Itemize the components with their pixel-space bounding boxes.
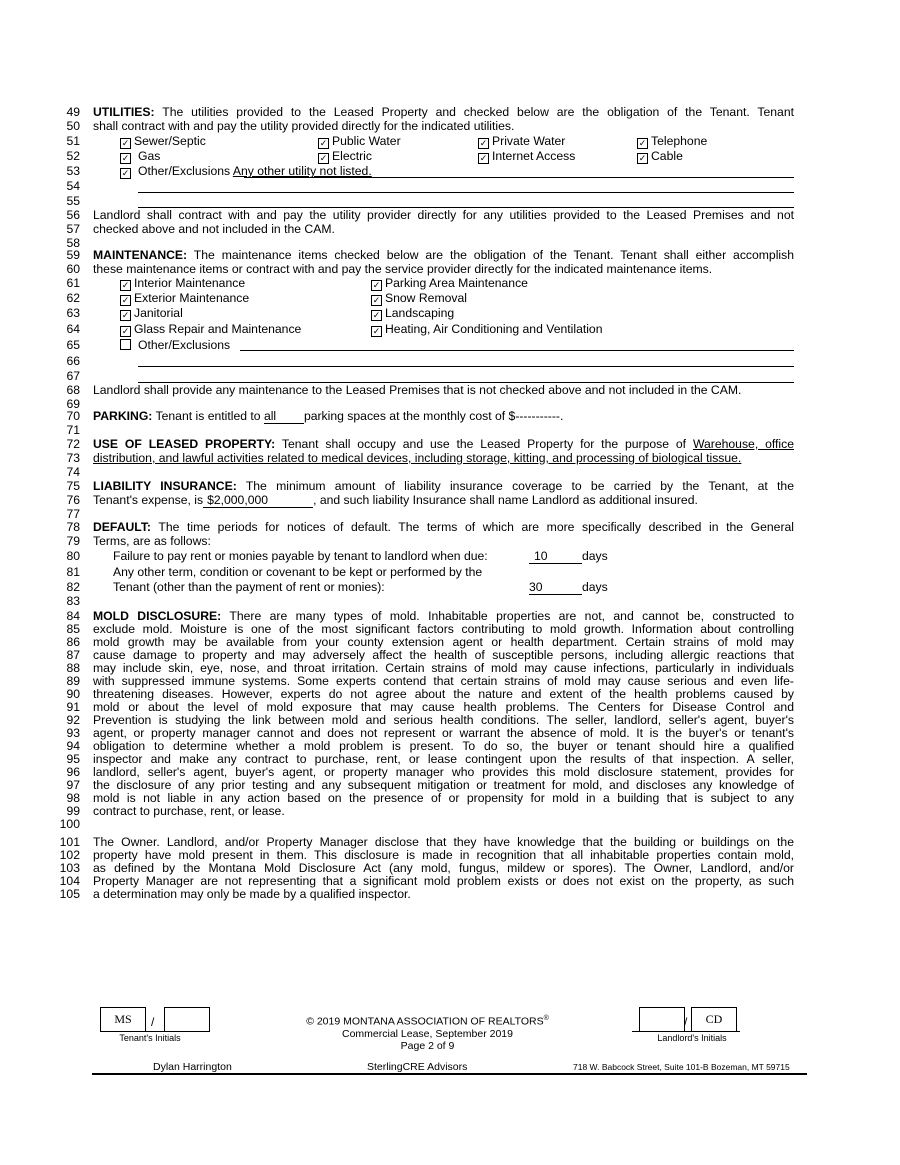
checkbox-telephone[interactable]: [637, 134, 707, 148]
line-number: 68: [66, 383, 80, 397]
checked-box-icon: ✓: [319, 138, 328, 148]
landlord-initials-box-2[interactable]: CD: [691, 1007, 737, 1032]
mold-line: mold is not liable in any action based on the presence of or propensity for mold in a building that is subject to any: [93, 791, 794, 805]
utilities-heading: UTILITIES:: [93, 105, 155, 119]
line-number: 91: [66, 700, 80, 714]
use-text: Tenant shall occupy and use the Leased Property for the purpose of: [281, 437, 687, 451]
checkbox-janitorial[interactable]: [120, 306, 183, 320]
checkbox-label: Parking Area Maintenance: [385, 276, 528, 290]
checkbox-label: Heating, Air Conditioning and Ventilation: [385, 322, 603, 336]
checkbox-label: Private Water: [492, 134, 566, 148]
checked-box-icon: ✓: [121, 310, 130, 320]
default-days-1: [529, 549, 608, 564]
copyright-text: © 2019 MONTANA ASSOCIATION OF REALTORS: [306, 1015, 544, 1028]
checked-box-icon: ✓: [121, 153, 130, 163]
mold-heading: MOLD DISCLOSURE:: [93, 609, 222, 623]
checked-box-icon: ✓: [372, 295, 381, 305]
checkbox-label: Sewer/Septic: [134, 134, 206, 148]
line-number: 58: [66, 236, 80, 250]
checked-box-icon: ✓: [372, 280, 381, 290]
line-number: 51: [66, 134, 80, 148]
landlord-initials-label: Landlord's Initials: [657, 1033, 727, 1043]
utilities-text: The utilities provided to the Leased Property and checked below are the obligation of the Tenant. Tenant: [162, 105, 794, 119]
initials-slash: /: [151, 1015, 155, 1029]
insurance-text: Tenant's expense, is: [93, 493, 204, 507]
line-number: 79: [66, 534, 80, 548]
line-number: 85: [66, 622, 80, 636]
checked-box-icon: ✓: [121, 168, 130, 178]
line-number: 59: [66, 248, 80, 262]
maintenance-other-line[interactable]: [240, 350, 794, 351]
mold-line: obligation to determine whether a mold problem is present. To do so, the buyer or tenant should hire a qualified: [93, 739, 794, 753]
registered-mark: ®: [543, 1015, 549, 1022]
parking-text: parking spaces at the monthly cost of $: [303, 409, 516, 423]
tenant-initials-label: Tenant's Initials: [119, 1033, 181, 1043]
checked-box-icon: ✓: [121, 138, 130, 148]
line-number: 54: [66, 179, 80, 193]
checkbox-label: Landscaping: [385, 306, 455, 320]
copyright: [300, 1013, 555, 1028]
line-number: 93: [66, 726, 80, 740]
checked-box-icon: ✓: [372, 326, 381, 336]
default-line-78: [93, 520, 794, 534]
mold-line: contract to purchase, rent, or lease.: [93, 804, 285, 818]
maintenance-line-68: Landlord shall provide any maintenance to the Leased Premises that is not checked above and not included in the CAM.: [93, 383, 742, 397]
line-number: 77: [66, 507, 80, 521]
line-number: 53: [66, 164, 80, 178]
checked-box-icon: ✓: [638, 153, 647, 163]
page-number: Page 2 of 9: [400, 1039, 455, 1052]
line-number: 71: [66, 423, 80, 437]
line-number: 98: [66, 791, 80, 805]
mold-line: threatening diseases. However, experts do not agree about the nature and extent of the health problems caused by: [93, 687, 794, 701]
line-number: 99: [66, 804, 80, 818]
utilities-line-49: [93, 105, 794, 119]
owner-line: as defined by the Montana Mold Disclosure Act (any mold, fungus, mildew or spores). The Owner, Landlord, and/or: [93, 861, 794, 875]
owner-line: property have mold present in them. This disclosure is made in recognition that all inhabitable properties contain mold,: [93, 848, 794, 862]
insurance-text: , and such liability Insurance shall name Landlord as additional insured.: [313, 493, 698, 507]
use-purpose-field-line-73[interactable]: distribution, and lawful activities related to medical devices, including storage, kitting, and processing of biological tissue.: [93, 451, 742, 465]
checkbox-snow-removal[interactable]: [371, 291, 467, 305]
insurance-heading: LIABILITY INSURANCE:: [93, 479, 237, 493]
default-line-80: Failure to pay rent or monies payable by tenant to landlord when due:: [113, 549, 488, 563]
line-number: 101: [59, 835, 80, 849]
use-line-72: [93, 437, 794, 451]
checkbox-label: Gas: [138, 149, 161, 163]
line-number: 103: [59, 861, 80, 875]
line-number: 96: [66, 765, 80, 779]
default-days-2: [529, 580, 608, 595]
checked-box-icon: ✓: [479, 153, 488, 163]
line-number: 52: [66, 149, 80, 163]
parking-text: Tenant is entitled to: [155, 409, 261, 423]
line-number: 74: [66, 465, 80, 479]
use-purpose-field[interactable]: Warehouse, office: [692, 437, 794, 451]
line-number: 57: [66, 222, 80, 236]
line-number: 80: [66, 549, 80, 563]
utilities-line-56: Landlord shall contract with and pay the utility provider directly for any utilities provided to the Leased Premises and not: [93, 208, 794, 222]
parking-spaces-field[interactable]: all: [264, 409, 304, 424]
checked-box-icon: ✓: [319, 153, 328, 163]
line-number: 90: [66, 687, 80, 701]
line-number: 55: [66, 194, 80, 208]
default-heading: DEFAULT:: [93, 520, 151, 534]
mold-line: with suppressed immune systems. Some experts contend that certain strains of mold may cause serious and even life-: [93, 674, 794, 688]
checkbox-label: Other/Exclusions: [138, 164, 231, 178]
line-number: 60: [66, 262, 80, 276]
checkbox-label: Electric: [332, 149, 372, 163]
owner-line: The Owner. Landlord, and/or Property Manager disclose that they have knowledge that the building or buildings on the: [93, 835, 794, 849]
line-number: 49: [66, 105, 80, 119]
landlord-initials-box-1[interactable]: [639, 1007, 688, 1032]
footer-rule: [92, 1073, 807, 1075]
mold-line: inspector and make any contract to purchase, rent, or lease contingent upon the results of that inspection. A seller,: [93, 752, 794, 766]
insurance-text: The minimum amount of liability insurance coverage to be carried by the Tenant, at the: [245, 479, 794, 493]
checkbox-sewer[interactable]: [120, 134, 206, 148]
line-number: 75: [66, 479, 80, 493]
mold-line: exclude mold. Moisture is one of the most significant factors contributing to mold growth. Information about controlling: [93, 622, 794, 636]
line-number: 95: [66, 752, 80, 766]
parking-cost-field[interactable]: -----------: [515, 409, 560, 423]
line-number: 61: [66, 276, 80, 290]
checkbox-public-water[interactable]: [318, 134, 401, 148]
parking-period: .: [559, 409, 564, 423]
checkbox-gas[interactable]: [120, 149, 160, 163]
checkbox-parking-maintenance[interactable]: [371, 276, 528, 290]
line-number: 67: [66, 369, 80, 383]
line-number: 81: [66, 565, 80, 579]
line-number: 89: [66, 674, 80, 688]
line-number: 94: [66, 739, 80, 753]
line-number: 70: [66, 409, 80, 423]
checkbox-interior-maintenance[interactable]: [120, 276, 245, 290]
days-label: days: [582, 549, 608, 563]
default-line-82: Tenant (other than the payment of rent or monies):: [113, 580, 385, 594]
checked-box-icon: ✓: [372, 310, 381, 320]
checkbox-label: Public Water: [332, 134, 401, 148]
line-number: 100: [59, 817, 80, 831]
mold-line: agent, or property manager cannot and does not represent or warrant the absence of mold. It is the buyer's or tenant's: [93, 726, 794, 740]
brokerage-name: SterlingCRE Advisors: [367, 1061, 468, 1073]
line-number: 73: [66, 451, 80, 465]
default-text: The time periods for notices of default. The terms of which are more specifically described in the General: [158, 520, 794, 534]
line-number: 105: [59, 887, 80, 901]
checkbox-label: Snow Removal: [385, 291, 467, 305]
line-number: 102: [59, 848, 80, 862]
line-number: 63: [66, 306, 80, 320]
owner-line: a determination may only be made by a qualified inspector.: [93, 887, 411, 901]
mold-line: the disclosure of any prior testing and any subsequent mitigation or treatment for mold, and discloses any knowledge of: [93, 778, 794, 792]
mold-line: mold or about the level of mold exposure that may cause health problems. The Centers for Disease Control and: [93, 700, 794, 714]
mold-text: There are many types of mold. Inhabitable properties are not, and cannot be, constructed to: [229, 609, 794, 623]
insurance-line-75: [93, 479, 794, 493]
agent-name: Dylan Harrington: [153, 1061, 232, 1073]
utilities-line-50: shall contract with and pay the utility provided directly for the indicated utilities.: [93, 119, 515, 133]
parking-line-70: [93, 409, 794, 424]
landlord-initials-line: [632, 1031, 740, 1032]
checkbox-glass-repair[interactable]: [120, 322, 301, 336]
checkbox-internet[interactable]: [478, 149, 575, 163]
utilities-other-value[interactable]: Any other utility not listed.: [232, 164, 372, 178]
parking-heading: PARKING:: [93, 409, 153, 423]
line-number: 64: [66, 322, 80, 336]
line-number: 97: [66, 778, 80, 792]
tenant-initials-box-1[interactable]: MS: [100, 1007, 146, 1032]
maintenance-heading: MAINTENANCE:: [93, 248, 188, 262]
initials-slash: /: [684, 1015, 688, 1029]
line-number: 72: [66, 437, 80, 451]
mold-line: mold growth may be available from your county extension agent or health department. Certain strains of mold may: [93, 635, 794, 649]
blank-line: [138, 192, 794, 193]
use-heading: USE OF LEASED PROPERTY:: [93, 437, 276, 451]
line-number: 86: [66, 635, 80, 649]
insurance-amount-field[interactable]: $2,000,000: [203, 493, 313, 508]
checkbox-electric[interactable]: [318, 149, 372, 163]
checkbox-label: Janitorial: [134, 306, 183, 320]
unchecked-box-icon: [120, 339, 131, 350]
checkbox-label: Other/Exclusions: [138, 338, 231, 352]
default-days-2-field[interactable]: 30: [529, 580, 582, 595]
blank-line: [138, 366, 794, 367]
maintenance-line-60: these maintenance items or contract with and pay the service provider directly for the indicated maintenance items.: [93, 262, 713, 276]
form-name: Commercial Lease, September 2019: [341, 1027, 513, 1040]
line-number: 83: [66, 594, 80, 608]
default-days-1-field[interactable]: 10: [529, 549, 582, 564]
utilities-other-line: [244, 177, 794, 178]
line-number: 76: [66, 493, 80, 507]
line-number: 92: [66, 713, 80, 727]
maintenance-line-59: [93, 248, 794, 262]
checked-box-icon: ✓: [121, 280, 130, 290]
line-number: 88: [66, 661, 80, 675]
mold-line-84: [93, 609, 794, 623]
checkbox-cable[interactable]: [637, 149, 683, 163]
checkbox-label: Internet Access: [492, 149, 576, 163]
mold-line: Prevention is studying the link between mold and serious health conditions. The seller, landlord, seller's agent, buyer's: [93, 713, 794, 727]
checkbox-private-water[interactable]: [478, 134, 565, 148]
line-number: 69: [66, 397, 80, 411]
days-label: days: [582, 580, 608, 594]
mold-line: cause damage to property and may adversely affect the health of susceptible persons, including allergic reactions that: [93, 648, 794, 662]
checkbox-label: Cable: [651, 149, 683, 163]
line-number: 82: [66, 580, 80, 594]
brokerage-address: 718 W. Babcock Street, Suite 101-B Bozeman, MT 59715: [573, 1062, 790, 1072]
tenant-initials-line: [100, 1031, 208, 1032]
checkbox-utilities-other[interactable]: [120, 164, 372, 178]
owner-line: Property Manager are not representing that a significant mold problem exists or does not exist on the property, as such: [93, 874, 794, 888]
tenant-initials-box-2[interactable]: [164, 1007, 210, 1032]
footer-center: [300, 1013, 555, 1052]
checked-box-icon: ✓: [121, 326, 130, 336]
default-line-79: Terms, are as follows:: [93, 534, 211, 548]
checkbox-label: Glass Repair and Maintenance: [134, 322, 302, 336]
line-number: 65: [66, 338, 80, 352]
line-number: 87: [66, 648, 80, 662]
line-number: 104: [59, 874, 80, 888]
default-line-81: Any other term, condition or covenant to be kept or performed by the: [113, 565, 483, 579]
checkbox-label: Interior Maintenance: [134, 276, 246, 290]
checkbox-exterior-maintenance[interactable]: [120, 291, 249, 305]
line-number: 66: [66, 354, 80, 368]
insurance-line-76: [93, 493, 794, 508]
checkbox-label: Telephone: [651, 134, 708, 148]
checkbox-label: Exterior Maintenance: [134, 291, 250, 305]
checked-box-icon: ✓: [479, 138, 488, 148]
checked-box-icon: ✓: [121, 295, 130, 305]
line-number: 62: [66, 291, 80, 305]
line-number: 84: [66, 609, 80, 623]
mold-line: landlord, seller's agent, buyer's agent, or property manager who provides this mold disclosure statement, provides for: [93, 765, 794, 779]
checkbox-landscaping[interactable]: [371, 306, 454, 320]
line-number: 78: [66, 520, 80, 534]
line-number: 50: [66, 119, 80, 133]
utilities-line-57: checked above and not included in the CAM.: [93, 222, 335, 236]
checkbox-maintenance-other[interactable]: [120, 338, 230, 352]
maintenance-text: The maintenance items checked below are the obligation of the Tenant. Tenant shall either accomplish: [193, 248, 795, 262]
checked-box-icon: ✓: [638, 138, 647, 148]
line-number: 56: [66, 208, 80, 222]
checkbox-hvac[interactable]: [371, 322, 603, 336]
mold-line: may include skin, eye, nose, and throat irritation. Certain strains of mold may cause infections, particularly in individuals: [93, 661, 794, 675]
